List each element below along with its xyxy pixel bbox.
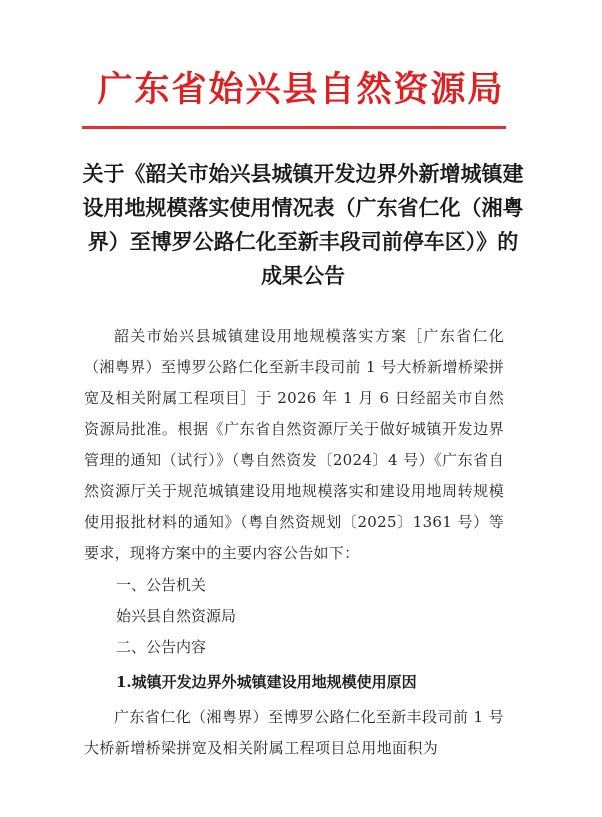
section-1-heading: 一、公告机关	[116, 576, 207, 594]
reason-paragraph: 广东省仁化（湘粤界）至博罗公路仁化至新丰段司前 1 号大桥新增桥梁拼宽及相关附属工程项目总用地面积为	[84, 708, 504, 757]
section-1-body: 始兴县自然资源局	[116, 607, 237, 625]
announcement-title: 关于《韶关市始兴县城镇开发边界外新增城镇建设用地规模落实使用情况表（广东省仁化（湘粤界）至博罗公路仁化至新丰段司前停车区）》的成果公告	[82, 161, 524, 288]
letterhead-red-rule	[82, 126, 506, 129]
letterhead-title: 广东省始兴县自然资源局	[97, 69, 505, 110]
subsection-1-heading: 1.城镇开发边界外城镇建设用地规模使用原因	[116, 673, 417, 691]
section-2-heading: 二、公告内容	[116, 638, 207, 656]
intro-paragraph: 韶关市始兴县城镇建设用地规模落实方案［广东省仁化（湘粤界）至博罗公路仁化至新丰段司前 1 号大桥新增桥梁拼宽及相关附属工程项目］于 2026 年 1 月 6 日经韶关市自然资源局批准。根据《广东省自然资源厅关于做好城镇开发边界管理的通知（试行）》（粤自然资发〔2024〕4 号）《广东省自然资源厅关于规范城镇建设用地规模落实和建设用地周转规模使用报批材料的通知》（粤自然资规划〔2025〕1361 号）等要求，现将方案中的主要内容公告如下：	[84, 327, 504, 562]
